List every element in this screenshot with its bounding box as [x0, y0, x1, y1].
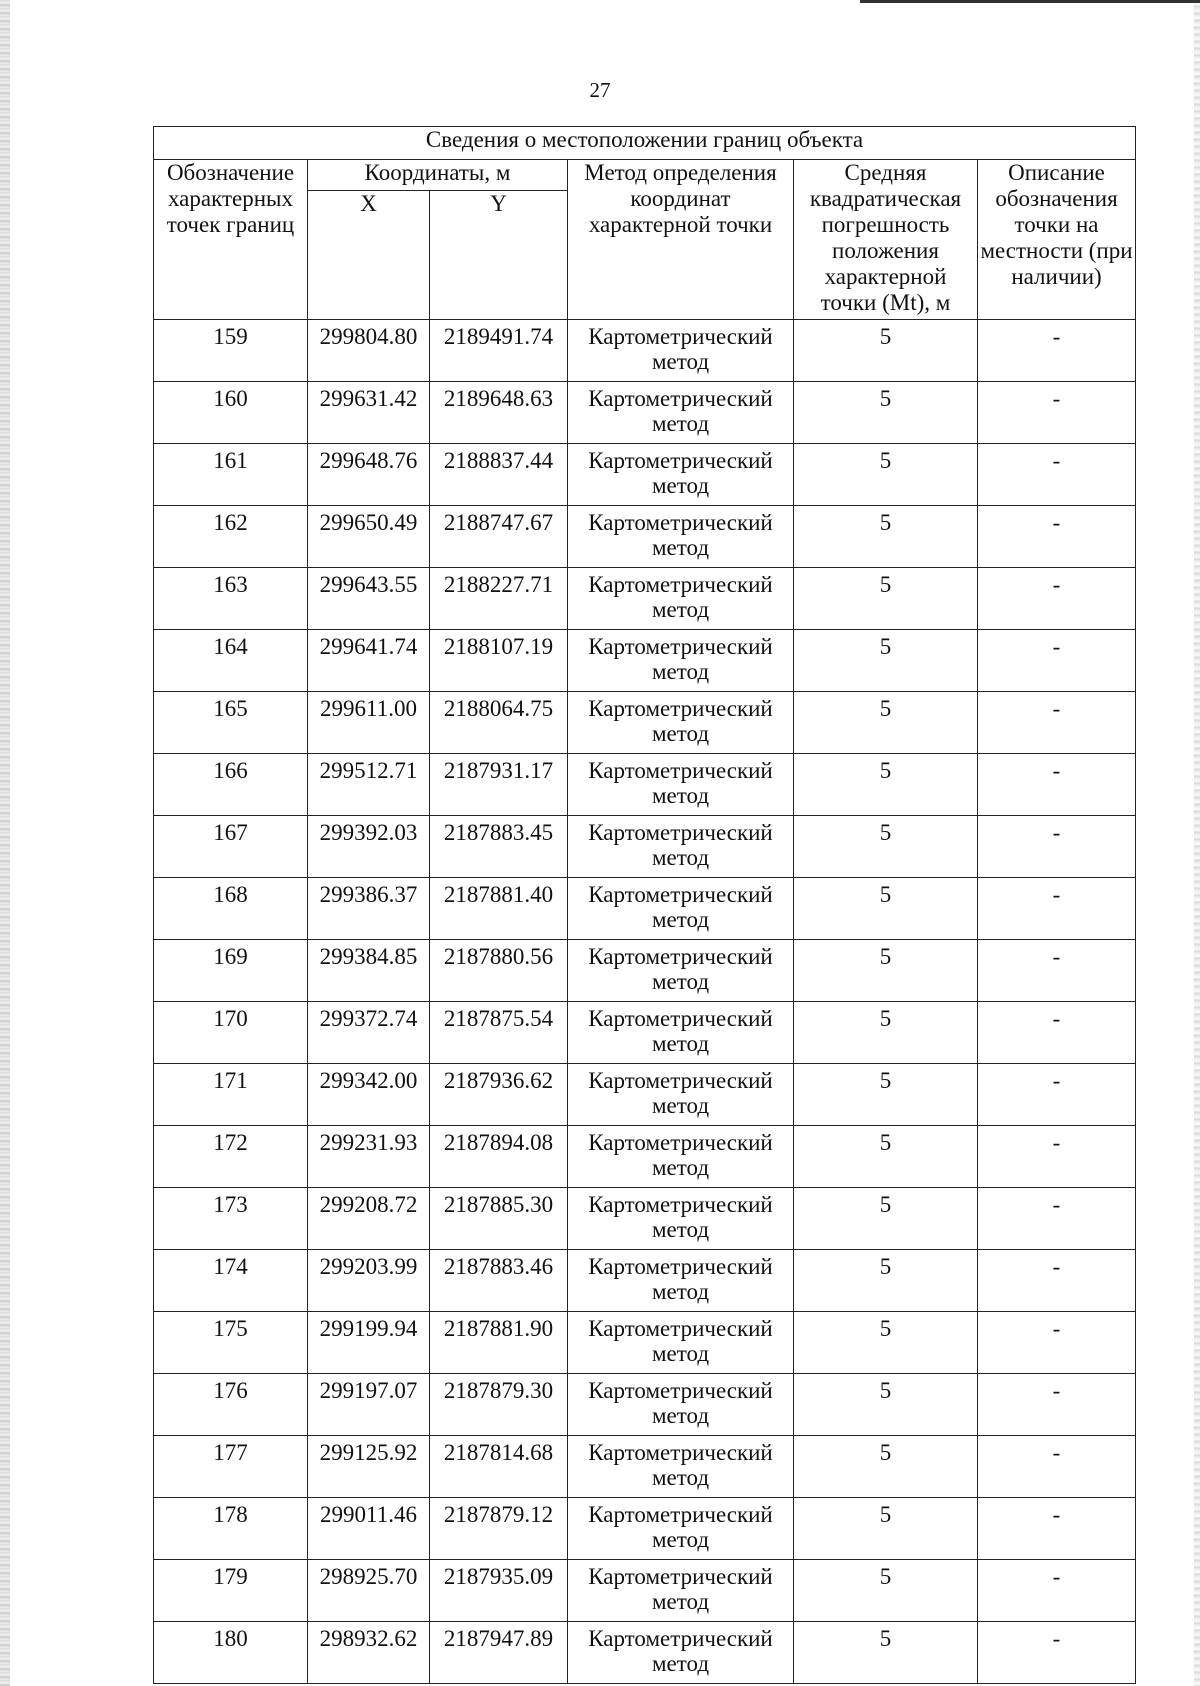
- cell-method: Картометрический метод: [568, 382, 794, 444]
- cell-method: Картометрический метод: [568, 1064, 794, 1126]
- cell-description: -: [978, 754, 1136, 816]
- table-row: [154, 1560, 1136, 1622]
- cell-point: 169: [154, 940, 308, 1002]
- cell-point: 168: [154, 878, 308, 940]
- table-row: [154, 816, 1136, 878]
- cell-method: Картометрический метод: [568, 1188, 794, 1250]
- cell-x: 298925.70: [308, 1560, 430, 1622]
- table-row: [154, 630, 1136, 692]
- cell-y: 2187814.68: [430, 1436, 568, 1498]
- cell-method: Картометрический метод: [568, 1250, 794, 1312]
- cell-y: 2187879.12: [430, 1498, 568, 1560]
- table-row: [154, 1064, 1136, 1126]
- cell-error: 5: [794, 692, 978, 754]
- cell-error: 5: [794, 568, 978, 630]
- cell-y: 2187936.62: [430, 1064, 568, 1126]
- cell-point: 166: [154, 754, 308, 816]
- cell-y: 2187885.30: [430, 1188, 568, 1250]
- cell-y: 2187883.45: [430, 816, 568, 878]
- cell-error: 5: [794, 1188, 978, 1250]
- cell-error: 5: [794, 506, 978, 568]
- cell-y: 2189491.74: [430, 320, 568, 382]
- cell-description: -: [978, 1002, 1136, 1064]
- cell-error: 5: [794, 1250, 978, 1312]
- cell-point: 174: [154, 1250, 308, 1312]
- cell-method: Картометрический метод: [568, 1374, 794, 1436]
- table-row: [154, 382, 1136, 444]
- cell-method: Картометрический метод: [568, 940, 794, 1002]
- cell-method: Картометрический метод: [568, 568, 794, 630]
- cell-description: -: [978, 444, 1136, 506]
- cell-point: 165: [154, 692, 308, 754]
- cell-point: 163: [154, 568, 308, 630]
- cell-x: 299011.46: [308, 1498, 430, 1560]
- cell-y: 2188747.67: [430, 506, 568, 568]
- table-row: [154, 1250, 1136, 1312]
- table-row: [154, 1126, 1136, 1188]
- cell-x: 299641.74: [308, 630, 430, 692]
- header-x: X: [308, 191, 430, 320]
- cell-x: 299386.37: [308, 878, 430, 940]
- table-row: [154, 1312, 1136, 1374]
- header-error: Средняя квадратическая погрешность положения характерной точки (Mt), м: [794, 160, 978, 320]
- table-row: [154, 1188, 1136, 1250]
- cell-point: 172: [154, 1126, 308, 1188]
- cell-method: Картометрический метод: [568, 1436, 794, 1498]
- cell-error: 5: [794, 1126, 978, 1188]
- cell-x: 299199.94: [308, 1312, 430, 1374]
- boundary-coordinates-table: [153, 126, 1136, 1684]
- cell-error: 5: [794, 630, 978, 692]
- scan-top-line: [860, 0, 1200, 3]
- cell-x: 299208.72: [308, 1188, 430, 1250]
- cell-x: 299372.74: [308, 1002, 430, 1064]
- cell-point: 162: [154, 506, 308, 568]
- table-row: [154, 506, 1136, 568]
- cell-method: Картометрический метод: [568, 692, 794, 754]
- cell-method: Картометрический метод: [568, 444, 794, 506]
- table-row: [154, 444, 1136, 506]
- cell-description: -: [978, 1188, 1136, 1250]
- cell-error: 5: [794, 1436, 978, 1498]
- cell-y: 2187880.56: [430, 940, 568, 1002]
- scan-edge-right: [1194, 0, 1200, 1686]
- page-number: 27: [589, 78, 611, 102]
- cell-method: Картометрический метод: [568, 1312, 794, 1374]
- cell-point: 175: [154, 1312, 308, 1374]
- cell-description: -: [978, 1126, 1136, 1188]
- cell-method: Картометрический метод: [568, 1560, 794, 1622]
- cell-x: 299392.03: [308, 816, 430, 878]
- cell-error: 5: [794, 320, 978, 382]
- cell-description: -: [978, 630, 1136, 692]
- table-row: [154, 1498, 1136, 1560]
- cell-error: 5: [794, 940, 978, 1002]
- cell-description: -: [978, 878, 1136, 940]
- cell-point: 176: [154, 1374, 308, 1436]
- cell-x: 299648.76: [308, 444, 430, 506]
- header-method: Метод определения координат характерной точки: [568, 160, 794, 320]
- cell-x: 299203.99: [308, 1250, 430, 1312]
- table-row: [154, 568, 1136, 630]
- cell-method: Картометрический метод: [568, 1002, 794, 1064]
- cell-error: 5: [794, 816, 978, 878]
- cell-x: 299125.92: [308, 1436, 430, 1498]
- cell-description: -: [978, 692, 1136, 754]
- cell-point: 173: [154, 1188, 308, 1250]
- cell-description: -: [978, 1498, 1136, 1560]
- cell-point: 178: [154, 1498, 308, 1560]
- cell-method: Картометрический метод: [568, 816, 794, 878]
- cell-y: 2188837.44: [430, 444, 568, 506]
- cell-description: -: [978, 568, 1136, 630]
- cell-description: -: [978, 382, 1136, 444]
- cell-error: 5: [794, 1064, 978, 1126]
- header-y: Y: [430, 191, 568, 320]
- cell-y: 2189648.63: [430, 382, 568, 444]
- cell-description: -: [978, 1622, 1136, 1684]
- table-caption: Сведения о местоположении границ объекта: [154, 127, 1136, 160]
- scan-edge-left: [0, 0, 10, 1686]
- cell-y: 2187881.40: [430, 878, 568, 940]
- cell-point: 171: [154, 1064, 308, 1126]
- cell-x: 299650.49: [308, 506, 430, 568]
- cell-description: -: [978, 1560, 1136, 1622]
- cell-description: -: [978, 1064, 1136, 1126]
- cell-point: 167: [154, 816, 308, 878]
- cell-y: 2187894.08: [430, 1126, 568, 1188]
- cell-y: 2188064.75: [430, 692, 568, 754]
- cell-x: 299231.93: [308, 1126, 430, 1188]
- cell-description: -: [978, 1374, 1136, 1436]
- cell-y: 2187935.09: [430, 1560, 568, 1622]
- cell-y: 2187881.90: [430, 1312, 568, 1374]
- table-row: [154, 940, 1136, 1002]
- cell-method: Картометрический метод: [568, 1622, 794, 1684]
- cell-x: 299384.85: [308, 940, 430, 1002]
- cell-y: 2187879.30: [430, 1374, 568, 1436]
- cell-description: -: [978, 506, 1136, 568]
- cell-y: 2187947.89: [430, 1622, 568, 1684]
- header-point-designation: Обозначение характерных точек границ: [154, 160, 308, 320]
- table-row: [154, 1436, 1136, 1498]
- table-body: [154, 320, 1136, 1684]
- header-description: Описание обозначения точки на местности (при наличии): [978, 160, 1136, 320]
- cell-point: 177: [154, 1436, 308, 1498]
- cell-method: Картометрический метод: [568, 630, 794, 692]
- cell-point: 161: [154, 444, 308, 506]
- cell-x: 299512.71: [308, 754, 430, 816]
- cell-point: 159: [154, 320, 308, 382]
- table-row: [154, 1374, 1136, 1436]
- cell-error: 5: [794, 382, 978, 444]
- cell-error: 5: [794, 1312, 978, 1374]
- table-row: [154, 878, 1136, 940]
- cell-method: Картометрический метод: [568, 1126, 794, 1188]
- cell-point: 179: [154, 1560, 308, 1622]
- table-row: [154, 754, 1136, 816]
- cell-x: 299611.00: [308, 692, 430, 754]
- table-row: [154, 692, 1136, 754]
- cell-point: 164: [154, 630, 308, 692]
- cell-x: 299631.42: [308, 382, 430, 444]
- cell-description: -: [978, 816, 1136, 878]
- cell-error: 5: [794, 444, 978, 506]
- cell-error: 5: [794, 754, 978, 816]
- cell-y: 2187875.54: [430, 1002, 568, 1064]
- table-row: [154, 1622, 1136, 1684]
- table-row: [154, 320, 1136, 382]
- header-coordinates: Координаты, м: [308, 160, 568, 191]
- table-row: [154, 1002, 1136, 1064]
- cell-x: 299197.07: [308, 1374, 430, 1436]
- cell-y: 2187931.17: [430, 754, 568, 816]
- cell-error: 5: [794, 1560, 978, 1622]
- cell-x: 298932.62: [308, 1622, 430, 1684]
- cell-error: 5: [794, 1002, 978, 1064]
- cell-method: Картометрический метод: [568, 1498, 794, 1560]
- cell-y: 2187883.46: [430, 1250, 568, 1312]
- cell-point: 160: [154, 382, 308, 444]
- cell-description: -: [978, 940, 1136, 1002]
- cell-y: 2188227.71: [430, 568, 568, 630]
- cell-x: 299342.00: [308, 1064, 430, 1126]
- cell-description: -: [978, 320, 1136, 382]
- cell-method: Картометрический метод: [568, 878, 794, 940]
- cell-x: 299804.80: [308, 320, 430, 382]
- cell-description: -: [978, 1312, 1136, 1374]
- cell-error: 5: [794, 878, 978, 940]
- cell-point: 180: [154, 1622, 308, 1684]
- cell-x: 299643.55: [308, 568, 430, 630]
- cell-error: 5: [794, 1498, 978, 1560]
- cell-point: 170: [154, 1002, 308, 1064]
- cell-error: 5: [794, 1374, 978, 1436]
- cell-method: Картометрический метод: [568, 320, 794, 382]
- cell-method: Картометрический метод: [568, 506, 794, 568]
- cell-description: -: [978, 1250, 1136, 1312]
- cell-method: Картометрический метод: [568, 754, 794, 816]
- cell-description: -: [978, 1436, 1136, 1498]
- cell-error: 5: [794, 1622, 978, 1684]
- cell-y: 2188107.19: [430, 630, 568, 692]
